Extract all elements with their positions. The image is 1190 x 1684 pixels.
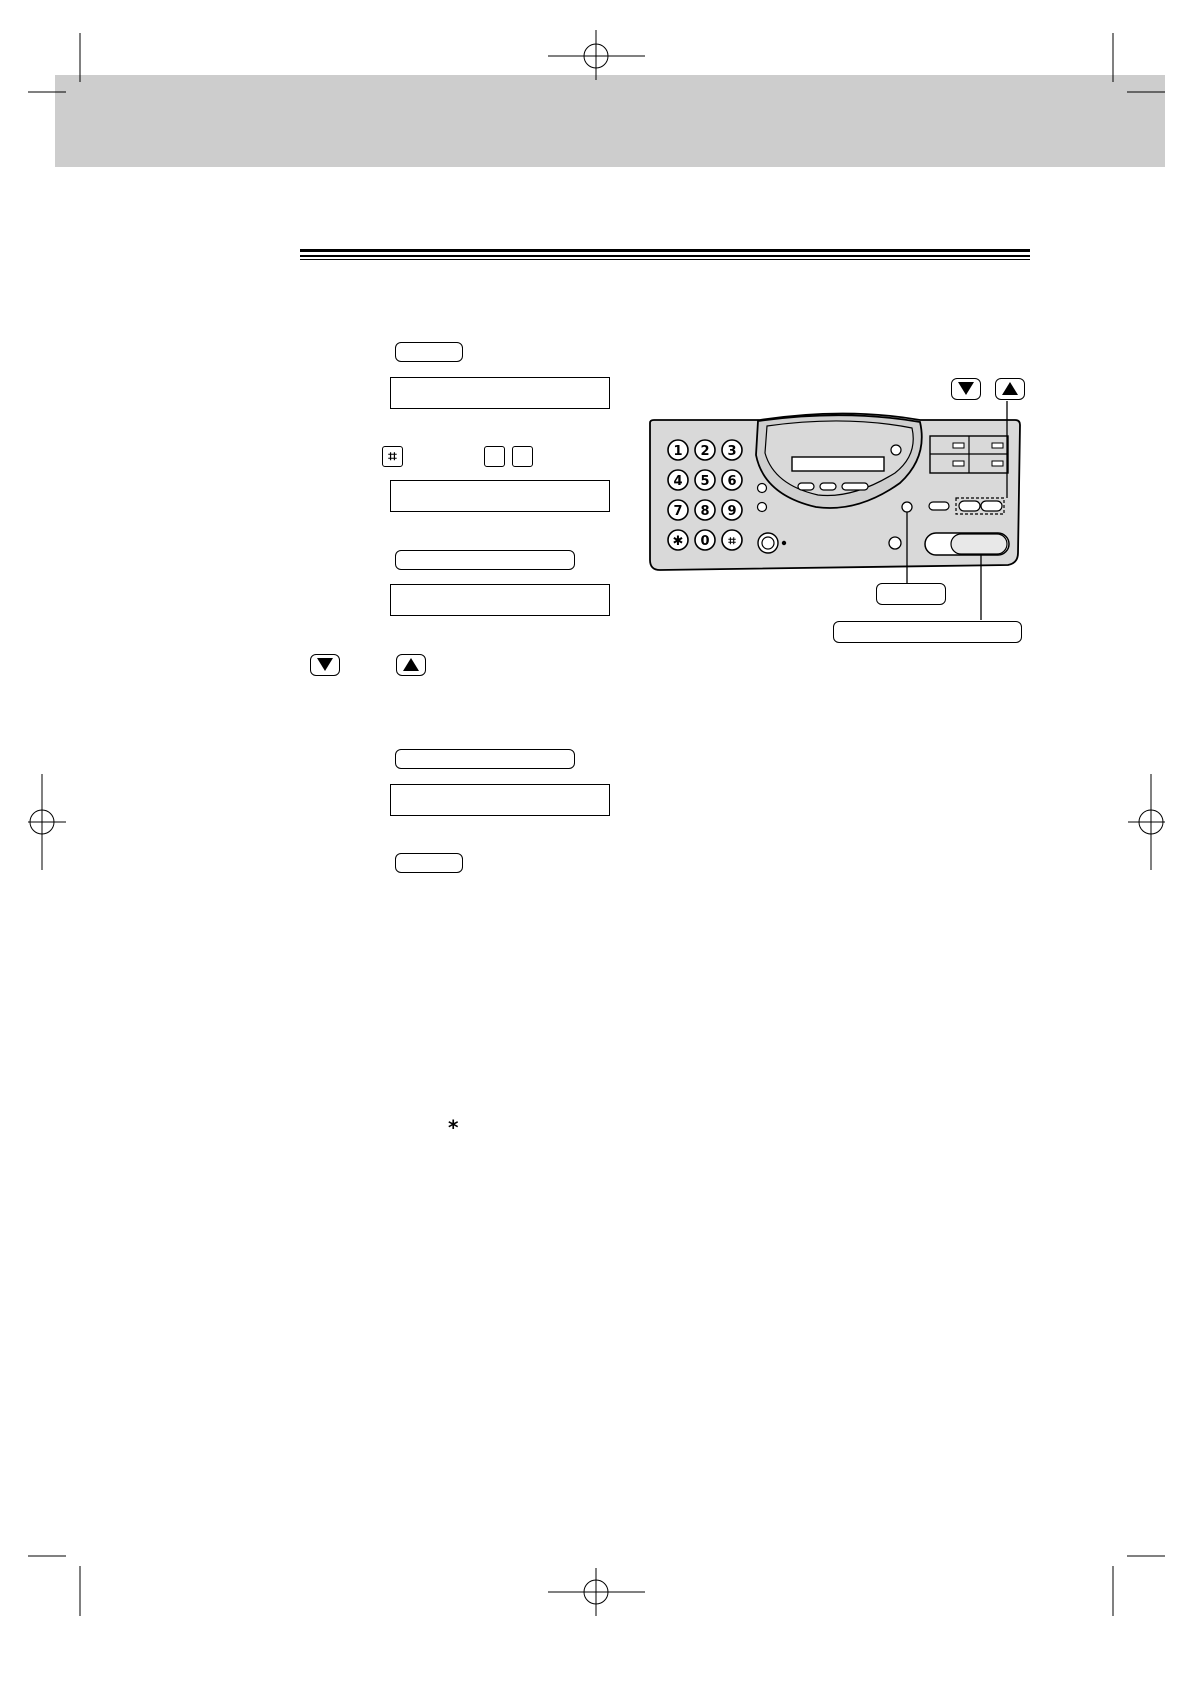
triangle-up-icon xyxy=(403,658,419,671)
digit-key-1[interactable] xyxy=(484,446,505,467)
step3-display xyxy=(390,584,610,616)
hash-key-glyph: ⌗ xyxy=(388,447,397,465)
title-rule-mid xyxy=(300,255,1030,257)
keypad-key-2: 2 xyxy=(700,444,710,459)
triangle-up-icon xyxy=(1002,382,1018,395)
callout-button-box xyxy=(876,583,946,605)
step3-button[interactable] xyxy=(395,550,575,570)
keypad-key-6: 6 xyxy=(727,474,737,489)
hash-key[interactable] xyxy=(382,446,403,467)
callout-wide-box xyxy=(833,621,1022,643)
keypad-key-4: 4 xyxy=(673,474,683,489)
up-arrow-key[interactable] xyxy=(396,654,426,676)
keypad-key-3: 3 xyxy=(727,444,737,459)
fax-panel-diagram xyxy=(640,395,1030,655)
title-rule-thin xyxy=(300,259,1030,260)
triangle-down-icon xyxy=(958,382,974,395)
keypad-key-9: 9 xyxy=(727,504,737,519)
keypad-key-8: 8 xyxy=(700,504,710,519)
step6-button[interactable] xyxy=(395,853,463,873)
step5-display xyxy=(390,784,610,816)
step1-display xyxy=(390,377,610,409)
keypad-key-hash: ⌗ xyxy=(728,534,736,549)
keypad-key-star: ✱ xyxy=(672,534,684,549)
keypad-key-0: 0 xyxy=(700,534,710,549)
keypad-key-7: 7 xyxy=(673,504,683,519)
digit-key-2[interactable] xyxy=(512,446,533,467)
step2-display xyxy=(390,480,610,512)
step1-button[interactable] xyxy=(395,342,463,362)
keypad-key-5: 5 xyxy=(700,474,710,489)
title-rule-thick xyxy=(300,249,1030,252)
down-arrow-key[interactable] xyxy=(310,654,340,676)
star-glyph: ⁎ xyxy=(448,1110,459,1134)
keypad-key-1: 1 xyxy=(673,444,683,459)
step5-button[interactable] xyxy=(395,749,575,769)
triangle-down-icon xyxy=(317,658,333,671)
